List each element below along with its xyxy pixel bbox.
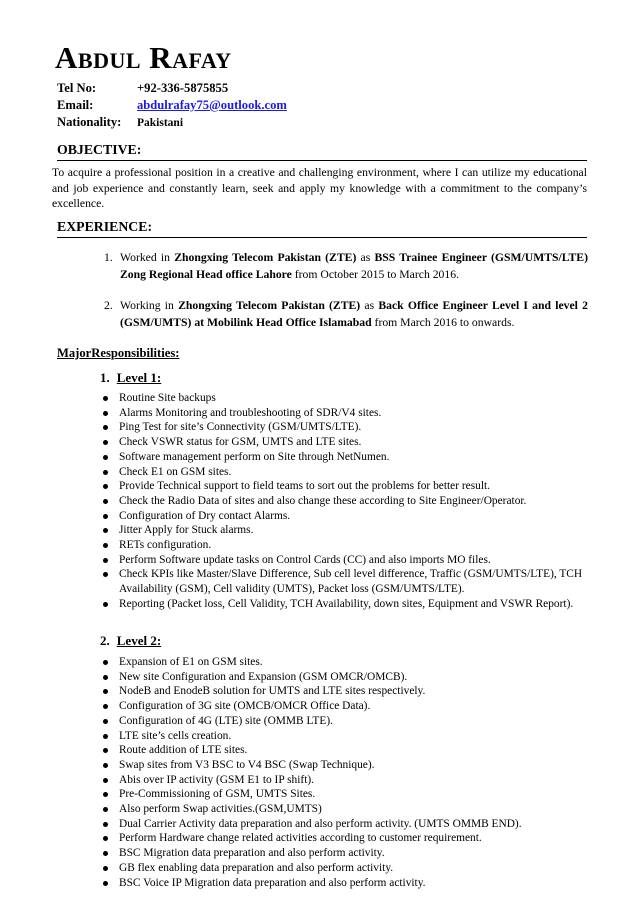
experience-heading: EXPERIENCE: (57, 219, 587, 238)
list-item: Check KPIs like Master/Slave Difference, Sub cell level difference, Traffic (GSM/UMTS/LTE), TCH Availability (GSM), Cell validity (UMTS), Packet loss (GSM/UMTS/LTE). (100, 567, 590, 596)
nationality-value: Pakistani (137, 117, 184, 129)
contact-block (57, 80, 287, 131)
list-item: Software management perform on Site through NetNumen. (100, 450, 590, 465)
experience-number: 2. (104, 299, 113, 312)
list-item: Configuration of 3G site (OMCB/OMCR Office Data). (100, 699, 590, 714)
list-item: RETs configuration. (100, 538, 590, 553)
list-item: Reporting (Packet loss, Cell Validity, TCH Availability, down sites, Equipment and VSWR Report). (100, 597, 590, 612)
nationality-label: Nationality: (57, 115, 122, 129)
list-item: GB flex enabling data preparation and also perform activity. (100, 861, 590, 876)
name-initial-last: R (149, 40, 173, 75)
list-item: Routine Site backups (100, 391, 590, 406)
level2-list (100, 655, 590, 890)
list-item: NodeB and EnodeB solution for UMTS and LTE sites respectively. (100, 684, 590, 699)
level1-heading (100, 370, 161, 386)
level2-title: Level 2: (116, 633, 162, 648)
level1-title: Level 1: (116, 370, 162, 385)
list-item: BSC Voice IP Migration data preparation and also perform activity. (100, 876, 590, 891)
list-item: Check E1 on GSM sites. (100, 465, 590, 480)
level1-number: 1. (100, 370, 110, 385)
list-item: Perform Software update tasks on Control Cards (CC) and also imports MO files. (100, 553, 590, 568)
list-item: Alarms Monitoring and troubleshooting of SDR/V4 sites. (100, 406, 590, 421)
experience-item (104, 250, 588, 283)
list-item: BSC Migration data preparation and also perform activity. (100, 846, 590, 861)
list-item: Check the Radio Data of sites and also change these according to Site Engineer/Operator. (100, 494, 590, 509)
name-first-rest: BDUL (77, 48, 142, 73)
list-item: Expansion of E1 on GSM sites. (100, 655, 590, 670)
list-item: New site Configuration and Expansion (GSM OMCR/OMCB). (100, 670, 590, 685)
objective-heading: OBJECTIVE: (57, 142, 587, 161)
level2-number: 2. (100, 633, 110, 648)
list-item: Abis over IP activity (GSM E1 to IP shift). (100, 773, 590, 788)
objective-text: To acquire a professional position in a creative and challenging environment, where I can utilize my educational and job experience and constantly learn, seek and apply my knowledge with a commitment to the company’s excellence. (52, 166, 587, 211)
contact-email-row (57, 97, 287, 114)
list-item: Configuration of 4G (LTE) site (OMMB LTE). (100, 714, 590, 729)
list-item: Swap sites from V3 BSC to V4 BSC (Swap Technique). (100, 758, 590, 773)
email-label: Email: (57, 98, 94, 112)
experience-text: Working in Zhongxing Telecom Pakistan (ZTE) as Back Office Engineer Level I and level 2 (GSM/UMTS) at Mobilink Head Office Islamabad from March 2016 to onwards. (120, 299, 588, 329)
contact-tel-row (57, 80, 287, 97)
candidate-name (55, 40, 232, 79)
level1-list (100, 391, 590, 612)
list-item: Ping Test for site’s Connectivity (GSM/UMTS/LTE). (100, 420, 590, 435)
experience-item (104, 298, 588, 331)
email-link[interactable]: abdulrafay75@outlook.com (137, 98, 287, 112)
tel-label: Tel No: (57, 81, 97, 95)
list-item: Provide Technical support to field teams to sort out the problems for better result. (100, 479, 590, 494)
list-item: Route addition of LTE sites. (100, 743, 590, 758)
list-item: Pre-Commissioning of GSM, UMTS Sites. (100, 787, 590, 802)
experience-number: 1. (104, 251, 113, 264)
list-item: Jitter Apply for Stuck alarms. (100, 523, 590, 538)
contact-nationality-row (57, 114, 287, 131)
name-last-rest: AFAY (172, 48, 232, 73)
list-item: Configuration of Dry contact Alarms. (100, 509, 590, 524)
tel-value: +92-336-5875855 (137, 81, 229, 95)
list-item: Perform Hardware change related activities according to customer requirement. (100, 831, 590, 846)
experience-text: Worked in Zhongxing Telecom Pakistan (ZTE) as BSS Trainee Engineer (GSM/UMTS/LTE) Zong Regional Head office Lahore from October 2015 to March 2016. (120, 251, 588, 281)
list-item: LTE site’s cells creation. (100, 729, 590, 744)
list-item: Check VSWR status for GSM, UMTS and LTE sites. (100, 435, 590, 450)
responsibilities-heading: MajorResponsibilities: (57, 346, 180, 360)
name-initial-first: A (55, 40, 78, 75)
list-item: Dual Carrier Activity data preparation and also perform activity. (UMTS OMMB END). (100, 817, 590, 832)
level2-heading (100, 633, 161, 649)
list-item: Also perform Swap activities.(GSM,UMTS) (100, 802, 590, 817)
